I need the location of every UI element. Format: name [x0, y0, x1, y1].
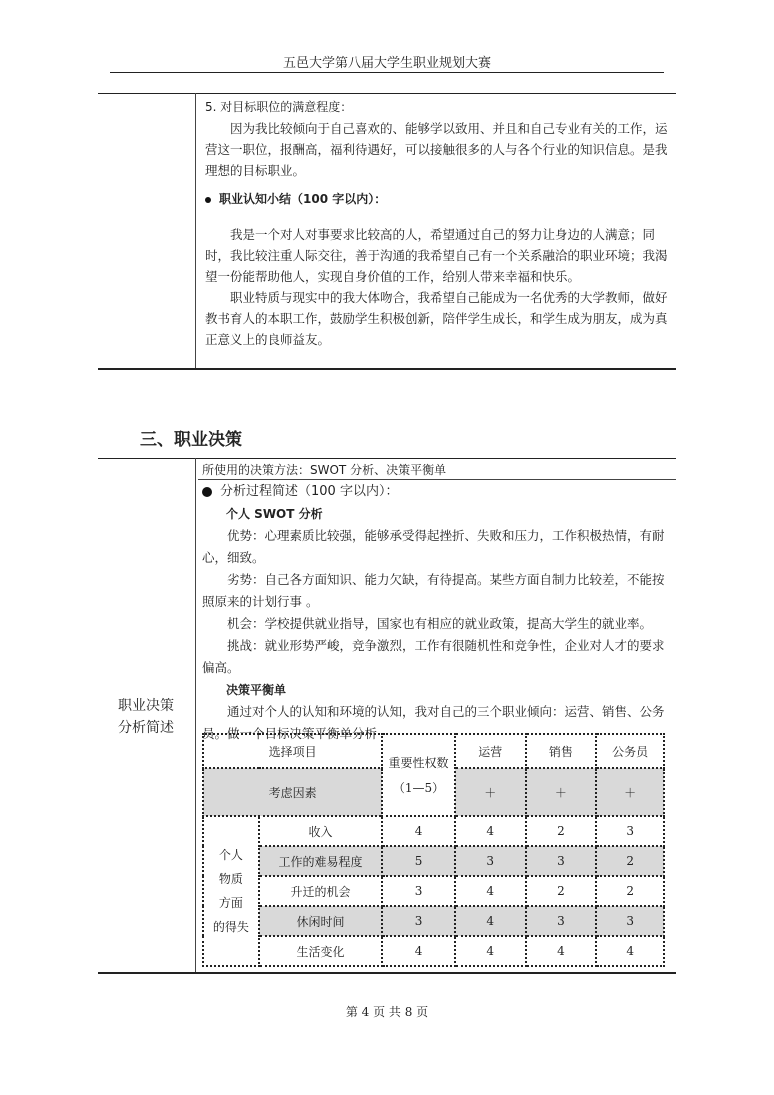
score-cell: 2: [526, 876, 597, 906]
decision-analysis-section: [202, 481, 672, 745]
box1-bottom-border: [98, 368, 676, 370]
summary-paragraph-2: 职业特质与现实中的我大体吻合，我希望自己能成为一名优秀的大学教师，做好教书育人的本职工作，鼓励学生积极创新，陪伴学生成长，和学生成为朋友，成为真正意义上的良师益友。: [205, 290, 668, 347]
weight-header-line2: （1—5）: [392, 781, 445, 795]
factor-name: 生活变化: [259, 936, 382, 966]
item5-heading: 5. 对目标职位的满意程度：: [205, 100, 353, 114]
group-label-line: 的得失: [212, 920, 249, 934]
score-cell: 3: [455, 846, 526, 876]
box2-methods-divider: [198, 479, 676, 480]
item5-text: 因为我比较倾向于自己喜欢的、能够学以致用、并且和自己专业有关的工作，运营这一职位，报酬高，福利待遇好，可以接触很多的人与各个行业的知识信息。是我理想的目标职业。: [205, 121, 668, 178]
score-cell: 4: [455, 936, 526, 966]
group-label-line: 物质: [218, 872, 243, 886]
group-label: [203, 816, 259, 966]
weight-cell: 3: [382, 876, 455, 906]
swot-strength: 优势：心理素质比较强，能够承受得起挫折、失败和压力，工作积极热情，有耐心，细致。: [202, 528, 665, 565]
swot-opportunity: 机会：学校提供就业指导，国家也有相应的就业政策，提高大学生的就业率。: [227, 616, 653, 631]
decision-balance-table: [202, 733, 665, 967]
swot-weakness: 劣势：自己各方面知识、能力欠缺，有待提高。某些方面自制力比较差，不能按照原来的计划行事 。: [202, 572, 665, 609]
box1-top-border: [98, 93, 676, 94]
factor-name: 休闲时间: [259, 906, 382, 936]
score-cell: 2: [526, 816, 597, 846]
group-label-line: 个人: [218, 848, 243, 862]
bullet-icon: [202, 487, 212, 497]
balance-text: 通过对个人的认知和环境的认知，我对自己的三个职业倾向：运营、销售、公务员。做一个目标决策平衡单分析: [202, 704, 665, 741]
score-cell: 4: [455, 816, 526, 846]
analysis-heading: [202, 481, 672, 503]
page-header-title: 五邑大学第八届大学生职业规划大赛: [282, 56, 491, 71]
left-label-line2: 分析简述: [118, 720, 174, 736]
score-cell: 4: [455, 876, 526, 906]
page-number: 第 4 页 共 8 页: [345, 1005, 429, 1019]
table-row: [203, 876, 664, 906]
swot-threat: 挑战：就业形势严峻，竞争激烈，工作有很随机性和竞争性，企业对人才的要求偏高。: [202, 638, 665, 675]
table-row: [203, 846, 664, 876]
career-cognition-section: [205, 97, 670, 350]
decision-methods: 所使用的决策方法：SWOT 分析、决策平衡单: [202, 463, 447, 477]
option-header-xiaoshou: 销售: [526, 734, 597, 768]
select-item-header: 选择项目: [203, 734, 382, 768]
plus-mark: ＋: [596, 768, 664, 816]
box1-column-divider: [195, 93, 196, 368]
bullet-icon: [205, 197, 211, 203]
factor-name: 升迁的机会: [259, 876, 382, 906]
section-title: 三、职业决策: [140, 430, 242, 450]
score-cell: 3: [526, 906, 597, 936]
score-cell: 3: [596, 906, 664, 936]
score-cell: 3: [526, 846, 597, 876]
balance-heading: 决策平衡单: [226, 683, 287, 697]
summary-paragraph-1: 我是一个对人对事要求比较高的人，希望通过自己的努力让身边的人满意；同时，我比较注重人际交往，善于沟通的我希望自己有一个关系融洽的职业环境；我渴望一份能帮助他人，实现自身价值的工作，给别人带来幸福和快乐。: [205, 227, 668, 284]
option-header-gongwuyuan: 公务员: [596, 734, 664, 768]
box2-bottom-border: [98, 972, 676, 974]
weight-cell: 5: [382, 846, 455, 876]
weight-cell: 4: [382, 936, 455, 966]
table-row: [203, 936, 664, 966]
table-row: [203, 816, 664, 846]
weight-header: [382, 734, 455, 816]
score-cell: 4: [526, 936, 597, 966]
group-label-line: 方面: [218, 896, 243, 910]
plus-mark: ＋: [526, 768, 597, 816]
decision-analysis-label: [100, 695, 192, 739]
score-cell: 2: [596, 846, 664, 876]
box2-top-border: [98, 458, 676, 459]
plus-mark: ＋: [455, 768, 526, 816]
analysis-heading-text: 分析过程简述（100 字以内）：: [220, 484, 399, 499]
weight-header-line1: 重要性权数: [388, 756, 449, 770]
score-cell: 4: [596, 936, 664, 966]
summary-heading: [205, 189, 670, 210]
header-divider: [110, 72, 664, 73]
table-row: [203, 906, 664, 936]
factor-label: 考虑因素: [203, 768, 382, 816]
table-header-row: [203, 734, 664, 768]
left-label-line1: 职业决策: [118, 698, 174, 714]
score-cell: 3: [596, 816, 664, 846]
factor-name: 收入: [259, 816, 382, 846]
score-cell: 2: [596, 876, 664, 906]
swot-heading: 个人 SWOT 分析: [226, 507, 323, 521]
weight-cell: 3: [382, 906, 455, 936]
weight-cell: 4: [382, 816, 455, 846]
score-cell: 4: [455, 906, 526, 936]
option-header-yunying: 运营: [455, 734, 526, 768]
summary-heading-text: 职业认知小结（100 字以内）：: [219, 192, 387, 206]
box2-column-divider: [195, 458, 196, 972]
factor-name: 工作的难易程度: [259, 846, 382, 876]
